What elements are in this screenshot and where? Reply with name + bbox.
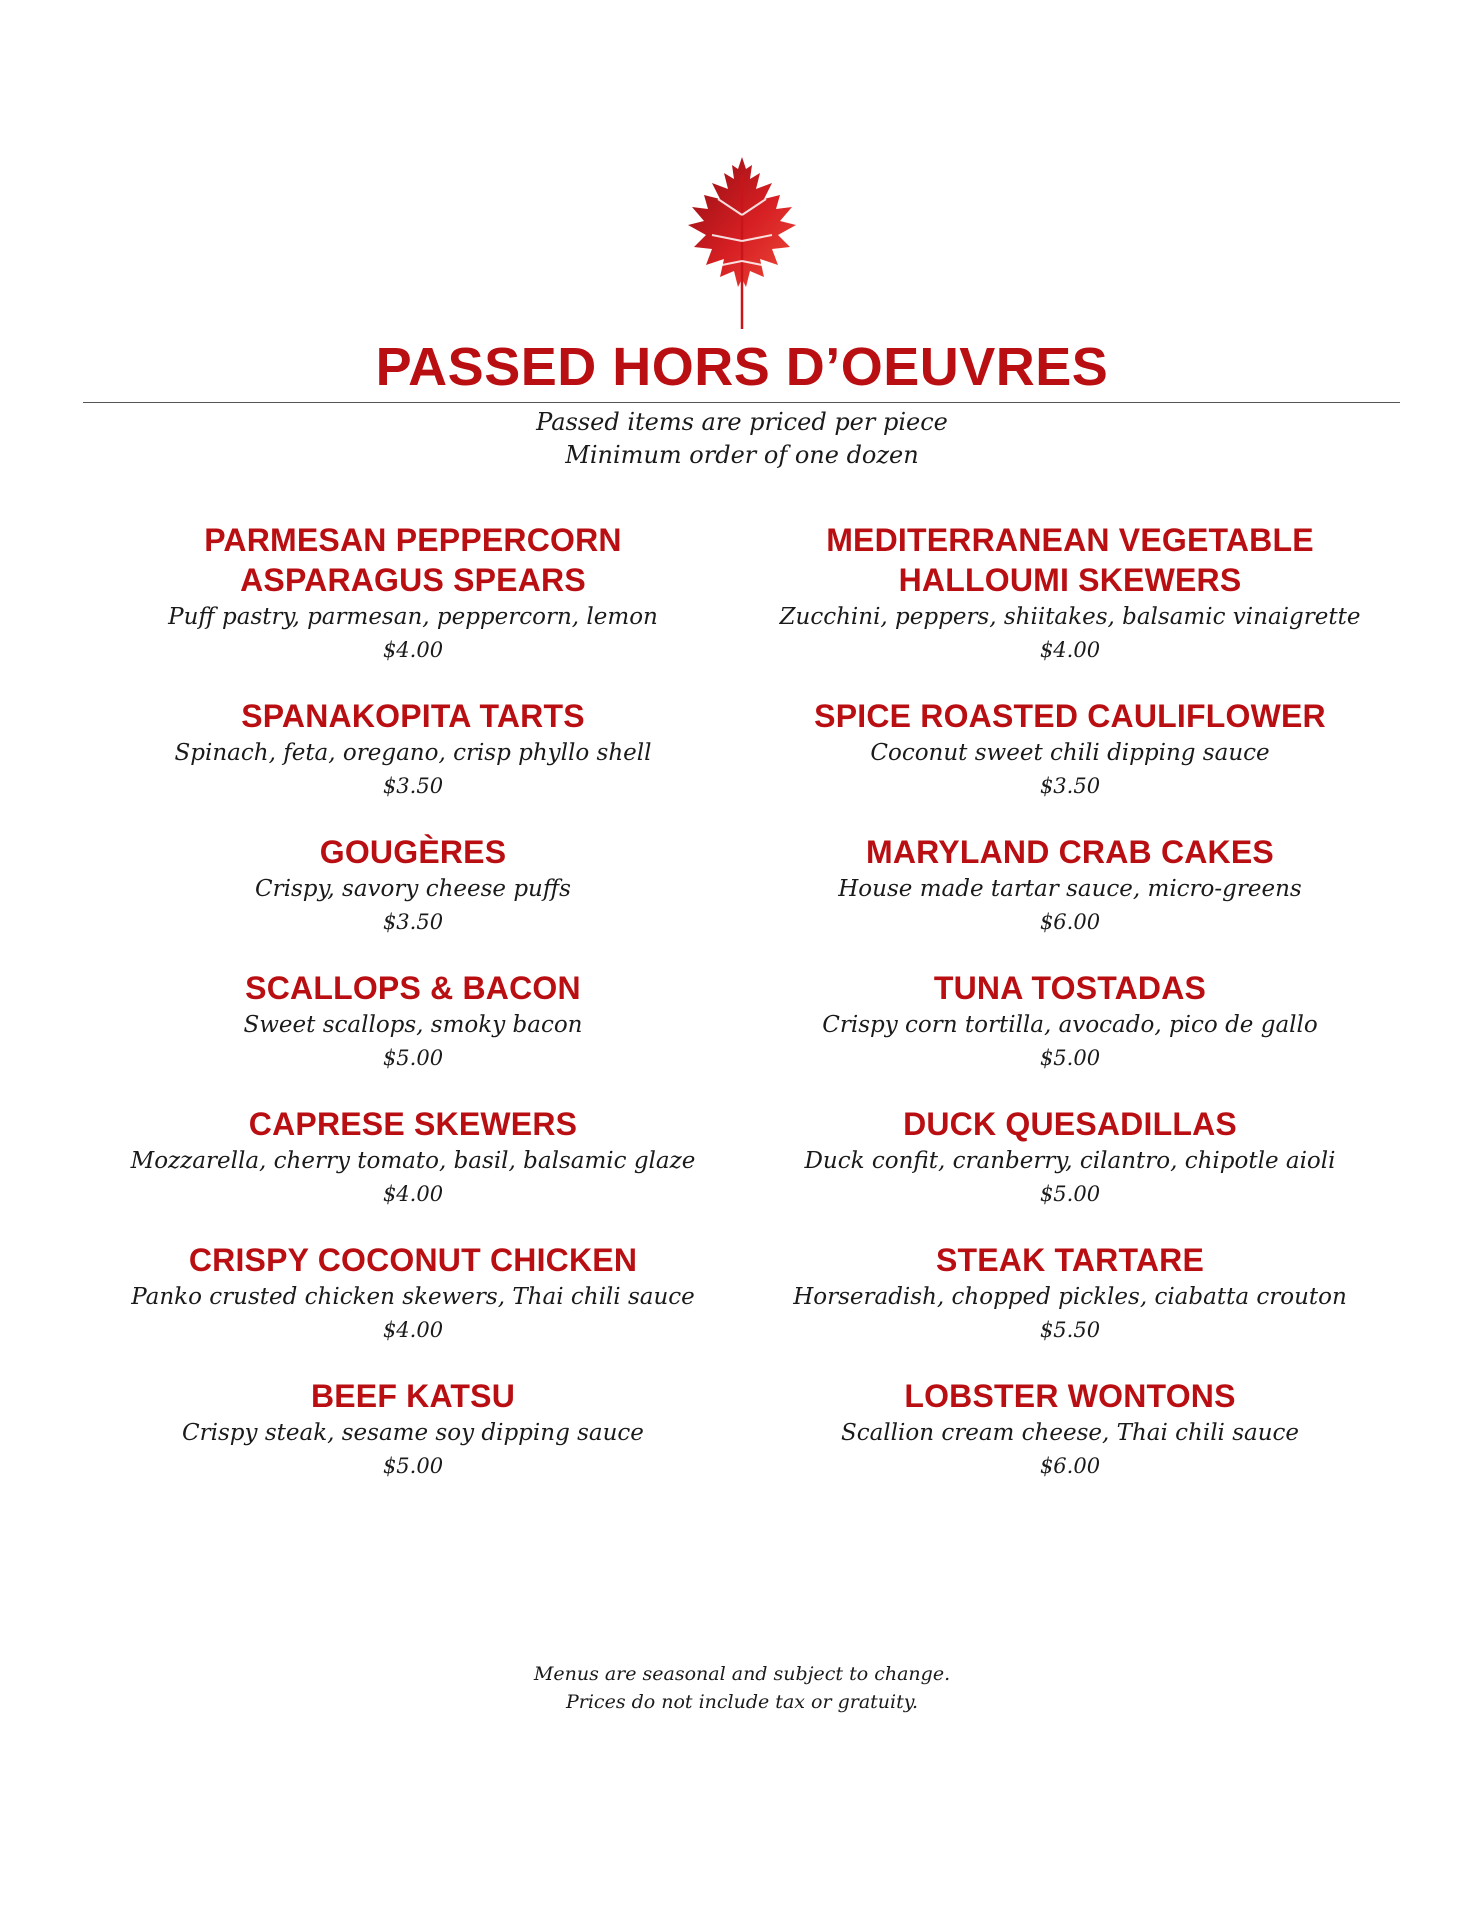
menu-item-description: Duck confit, cranberry, cilantro, chipotle aioli <box>804 1148 1336 1174</box>
menu-item <box>93 1104 733 1211</box>
menu-item-price: $5.00 <box>382 1454 444 1478</box>
menu-item-description: Spinach, feta, oregano, crisp phyllo shell <box>174 740 652 766</box>
menu-item-price: $4.00 <box>382 638 444 662</box>
menu-item <box>750 520 1390 667</box>
menu-item-name: DUCK QUESADILLAS <box>903 1106 1237 1142</box>
menu-item-name: BEEF KATSU <box>310 1378 516 1414</box>
menu-item-price: $3.50 <box>382 774 444 798</box>
menu-item-description: Zucchini, peppers, shiitakes, balsamic vinaigrette <box>779 604 1361 630</box>
footer-line-tax: Prices do not include tax or gratuity. <box>565 1691 918 1713</box>
menu-item <box>750 1104 1390 1211</box>
menu-item-price: $6.00 <box>1039 910 1101 934</box>
menu-item-price: $5.00 <box>1039 1046 1101 1070</box>
menu-item <box>93 520 733 667</box>
menu-item-price: $3.50 <box>1039 774 1101 798</box>
menu-item <box>750 1376 1390 1483</box>
menu-item-name: SPANAKOPITA TARTS <box>241 698 585 734</box>
menu-item-name: TUNA TOSTADAS <box>933 970 1207 1006</box>
menu-item-description: Scallion cream cheese, Thai chili sauce <box>840 1420 1300 1446</box>
menu-item-description: House made tartar sauce, micro-greens <box>838 876 1302 902</box>
menu-item-price: $5.00 <box>382 1046 444 1070</box>
menu-item-description: Crispy steak, sesame soy dipping sauce <box>182 1420 644 1446</box>
menu-item <box>750 832 1390 939</box>
footer-note <box>0 1660 1484 1716</box>
intro-line-minimum: Minimum order of one dozen <box>565 441 919 469</box>
menu-item-description: Crispy corn tortilla, avocado, pico de gallo <box>822 1012 1318 1038</box>
menu-item-name: SCALLOPS & BACON <box>245 970 581 1006</box>
menu-item-name: CRISPY COCONUT CHICKEN <box>188 1242 638 1278</box>
menu-item-name-line-2: HALLOUMI SKEWERS <box>898 562 1242 598</box>
menu-item <box>93 832 733 939</box>
menu-item-description: Sweet scallops, smoky bacon <box>243 1012 583 1038</box>
menu-item-price: $3.50 <box>382 910 444 934</box>
oak-leaf-icon <box>680 155 804 330</box>
menu-item <box>750 968 1390 1075</box>
menu-item-name <box>750 520 1390 600</box>
menu-item-price: $4.00 <box>382 1182 444 1206</box>
menu-item-name: GOUGÈRES <box>319 834 507 870</box>
menu-item-name: SPICE ROASTED CAULIFLOWER <box>814 698 1326 734</box>
menu-item-price: $4.00 <box>382 1318 444 1342</box>
menu-item <box>93 968 733 1075</box>
menu-item-description: Mozzarella, cherry tomato, basil, balsamic glaze <box>130 1148 696 1174</box>
menu-item-description: Crispy, savory cheese puffs <box>255 876 571 902</box>
menu-column-right <box>750 520 1390 1512</box>
footer-line-seasonal: Menus are seasonal and subject to change. <box>533 1663 951 1685</box>
menu-item-price: $5.50 <box>1039 1318 1101 1342</box>
intro-note <box>0 406 1484 472</box>
menu-item-name: MARYLAND CRAB CAKES <box>866 834 1274 870</box>
page-title: PASSED HORS D’OEUVRES <box>375 337 1109 397</box>
menu-item-description: Panko crusted chicken skewers, Thai chili sauce <box>131 1284 695 1310</box>
menu-item-description: Puff pastry, parmesan, peppercorn, lemon <box>168 604 658 630</box>
menu-item-name-line-1: PARMESAN PEPPERCORN <box>204 522 622 558</box>
intro-line-pricing: Passed items are priced per piece <box>536 408 948 436</box>
menu-item-description: Coconut sweet chili dipping sauce <box>870 740 1270 766</box>
menu-item <box>93 1240 733 1347</box>
menu-item-name <box>93 520 733 600</box>
menu-item-price: $5.00 <box>1039 1182 1101 1206</box>
divider <box>83 402 1400 403</box>
menu-item <box>93 696 733 803</box>
menu-item-name-line-1: MEDITERRANEAN VEGETABLE <box>826 522 1314 558</box>
menu-item <box>750 1240 1390 1347</box>
menu-item-description: Horseradish, chopped pickles, ciabatta crouton <box>793 1284 1347 1310</box>
menu-item <box>750 696 1390 803</box>
menu-column-left <box>93 520 733 1512</box>
menu-item-price: $4.00 <box>1039 638 1101 662</box>
menu-item-price: $6.00 <box>1039 1454 1101 1478</box>
menu-item-name-line-2: ASPARAGUS SPEARS <box>240 562 586 598</box>
menu-item-name: STEAK TARTARE <box>935 1242 1205 1278</box>
menu-item-name: CAPRESE SKEWERS <box>248 1106 578 1142</box>
menu-item-name: LOBSTER WONTONS <box>904 1378 1236 1414</box>
menu-item <box>93 1376 733 1483</box>
